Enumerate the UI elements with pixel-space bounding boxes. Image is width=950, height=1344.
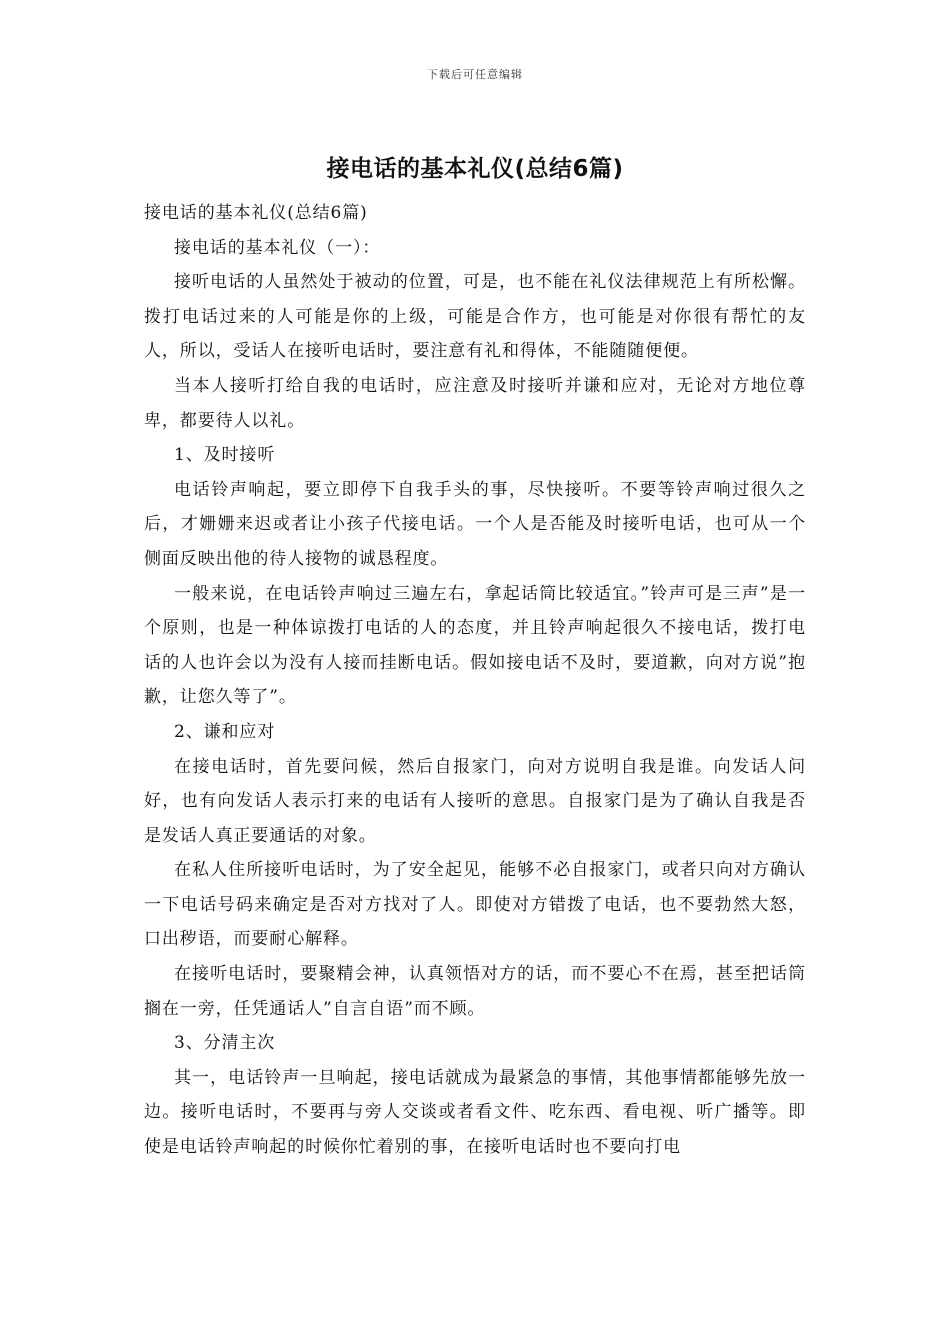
paragraph: 在接听电话时，要聚精会神，认真领悟对方的话，而不要心不在焉，甚至把话筒搁在一旁，任凭通话人”自言自语”而不顾。 bbox=[144, 964, 806, 1019]
paragraph: 其一，电话铃声一旦响起，接电话就成为最紧急的事情，其他事情都能够先放一边。接听电话时，不要再与旁人交谈或者看文件、吃东西、看电视、听广播等。即使是电话铃声响起的时候你忙着别的事，在接听电话时也不要向打电 bbox=[144, 1067, 806, 1158]
paragraph: 接电话的基本礼仪（一）： bbox=[174, 237, 381, 258]
paragraph: 一般来说，在电话铃声响过三遍左右，拿起话筒比较适宜。”铃声可是三声”是一个原则，也是一种体谅拨打电话的人的态度，并且铃声响起很久不接电话，拨打电话的人也许会以为没有人接而挂断电话。假如接电话不及时，要道歉，向对方说”抱歉，让您久等了”。 bbox=[144, 583, 806, 708]
document-body bbox=[144, 196, 806, 1165]
document-title: 接电话的基本礼仪(总结6篇) bbox=[326, 156, 624, 182]
paragraph: 1、及时接听 bbox=[174, 445, 276, 466]
paragraph: 在私人住所接听电话时，为了安全起见，能够不必自报家门，或者只向对方确认一下电话号码来确定是否对方找对了人。即使对方错拨了电话，也不要勃然大怒，口出秽语，而要耐心解释。 bbox=[144, 860, 806, 950]
paragraph: 3、分清主次 bbox=[174, 1033, 276, 1054]
paragraph: 2、谦和应对 bbox=[174, 721, 276, 742]
paragraph: 在接电话时，首先要问候，然后自报家门，向对方说明自我是谁。向发话人问好，也有向发话人表示打来的电话有人接听的意思。自报家门是为了确认自我是否是发话人真正要通话的对象。 bbox=[144, 756, 806, 846]
paragraph: 电话铃声响起，要立即停下自我手头的事，尽快接听。不要等铃声响过很久之后，才姗姗来迟或者让小孩子代接电话。一个人是否能及时接听电话，也可从一个侧面反映出他的待人接物的诚恳程度。 bbox=[144, 479, 806, 569]
header-note: 下载后可任意编辑 bbox=[427, 68, 523, 81]
paragraph: 接电话的基本礼仪(总结6篇) bbox=[144, 203, 368, 223]
paragraph: 当本人接听打给自我的电话时，应注意及时接听并谦和应对，无论对方地位尊卑，都要待人以礼。 bbox=[144, 375, 806, 431]
paragraph: 接听电话的人虽然处于被动的位置，可是，也不能在礼仪法律规范上有所松懈。拨打电话过来的人可能是你的上级，可能是合作方，也可能是对你很有帮忙的友人，所以，受话人在接听电话时，要注意有礼和得体，不能随随便便。 bbox=[144, 272, 806, 362]
